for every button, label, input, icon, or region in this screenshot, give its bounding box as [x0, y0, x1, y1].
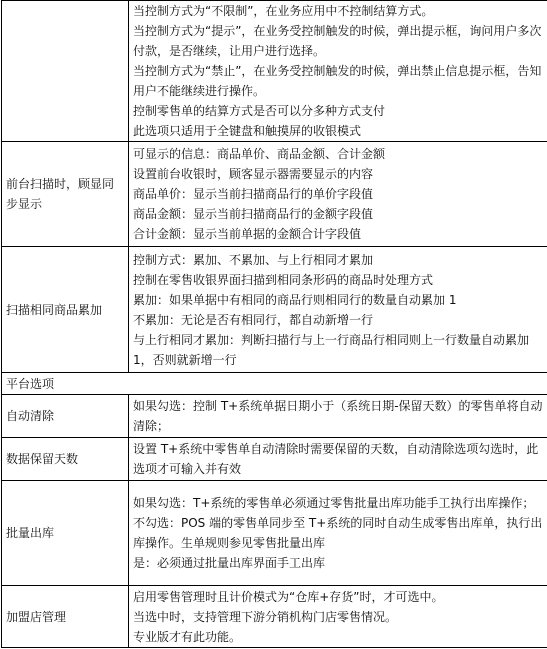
description-line: 当控制方式为“提示”，在业务受控制触发的时候，弹出提示框，询问用户多次付款，是否继续，让用户进行选择。: [133, 24, 542, 58]
option-name: 数据保留天数: [2, 438, 129, 481]
description-line: 合计金额：显示当前单据的金额合计字段值: [133, 227, 362, 241]
option-name: 扫描相同商品累加: [2, 247, 129, 373]
table-row: [2, 481, 547, 586]
table-row: [2, 373, 547, 395]
description-line: 专业版才有此功能。: [133, 629, 242, 644]
description-line: 与上行相同才累加：判断扫描行与上一行商品行相同则上一行数量自动累加 1，否则就新增一行: [133, 332, 530, 367]
option-description: [129, 395, 547, 438]
option-description: [129, 438, 547, 481]
description-line: 设置 T+系统中零售单自动清除时需要保留的天数，自动清除选项勾选时，此选项才可输入并有效: [133, 442, 539, 476]
description-line: 可显示的信息：商品单价、商品金额、合计金额: [133, 147, 386, 161]
section-heading: 平台选项: [2, 373, 547, 395]
description-line: 此选项只适用于全键盘和触摸屏的收银模式: [133, 124, 362, 138]
description-line: 设置前台收银时，顾客显示器需要显示的内容: [133, 167, 374, 181]
option-description: [129, 1, 547, 142]
description-line: 控制方式：累加、不累加、与上行相同才累加: [133, 252, 374, 267]
description-line: 累加：如果单据中有相同的商品行则相同行的数量自动累加 1: [133, 292, 457, 307]
description-line: 商品金额：显示当前扫描商品行的金额字段值: [133, 207, 374, 221]
description-line: 当控制方式为“不限制”，在业务应用中不控制结算方式。: [133, 4, 434, 18]
table-row: [2, 586, 547, 648]
description-line: 控制零售单的结算方式是否可以分多种方式支付: [133, 104, 386, 118]
option-name: 前台扫描时，顾显同步显示: [2, 142, 129, 247]
description-line: 不累加：无论是否有相同行，都自动新增一行: [133, 312, 374, 327]
option-description: [129, 481, 547, 586]
description-line: 控制在零售收银界面扫描到相同条形码的商品时处理方式: [133, 272, 434, 287]
table-row: [2, 247, 547, 373]
description-line: 如果勾选：T+系统的零售单必须通过零售批量出库功能手工执行出库操作；: [133, 496, 535, 510]
option-name: 自动清除: [2, 395, 129, 438]
description-line: 当选中时，支持管理下游分销机构门店零售情况。: [133, 609, 398, 624]
description-line: 如果勾选：控制 T+系统单据日期小于（系统日期-保留天数）的零售单将自动清除；: [133, 399, 543, 433]
option-description: [129, 586, 547, 648]
table-row: [2, 395, 547, 438]
option-name: 加盟店管理: [2, 586, 129, 648]
option-name: [2, 1, 129, 142]
table-row: [2, 142, 547, 247]
option-description: [129, 247, 547, 373]
options-table: [1, 0, 547, 648]
table-row: [2, 1, 547, 142]
description-line: 商品单价：显示当前扫描商品行的单价字段值: [133, 187, 374, 201]
table-row: [2, 438, 547, 481]
option-name: 批量出库: [2, 481, 129, 586]
description-line: 是：必须通过批量出库界面手工出库: [133, 556, 326, 570]
option-description: [129, 142, 547, 247]
description-line: 启用零售管理时且计价模式为“仓库+存货”时，才可选中。: [133, 589, 444, 604]
description-line: 不勾选：POS 端的零售单同步至 T+系统的同时自动生成零售出库单，执行出库操作。生单规则参见零售批量出库: [133, 516, 543, 550]
description-line: 当控制方式为“禁止”，在业务受控制触发的时候，弹出禁止信息提示框，告知用户不能继续进行操作。: [133, 64, 542, 98]
